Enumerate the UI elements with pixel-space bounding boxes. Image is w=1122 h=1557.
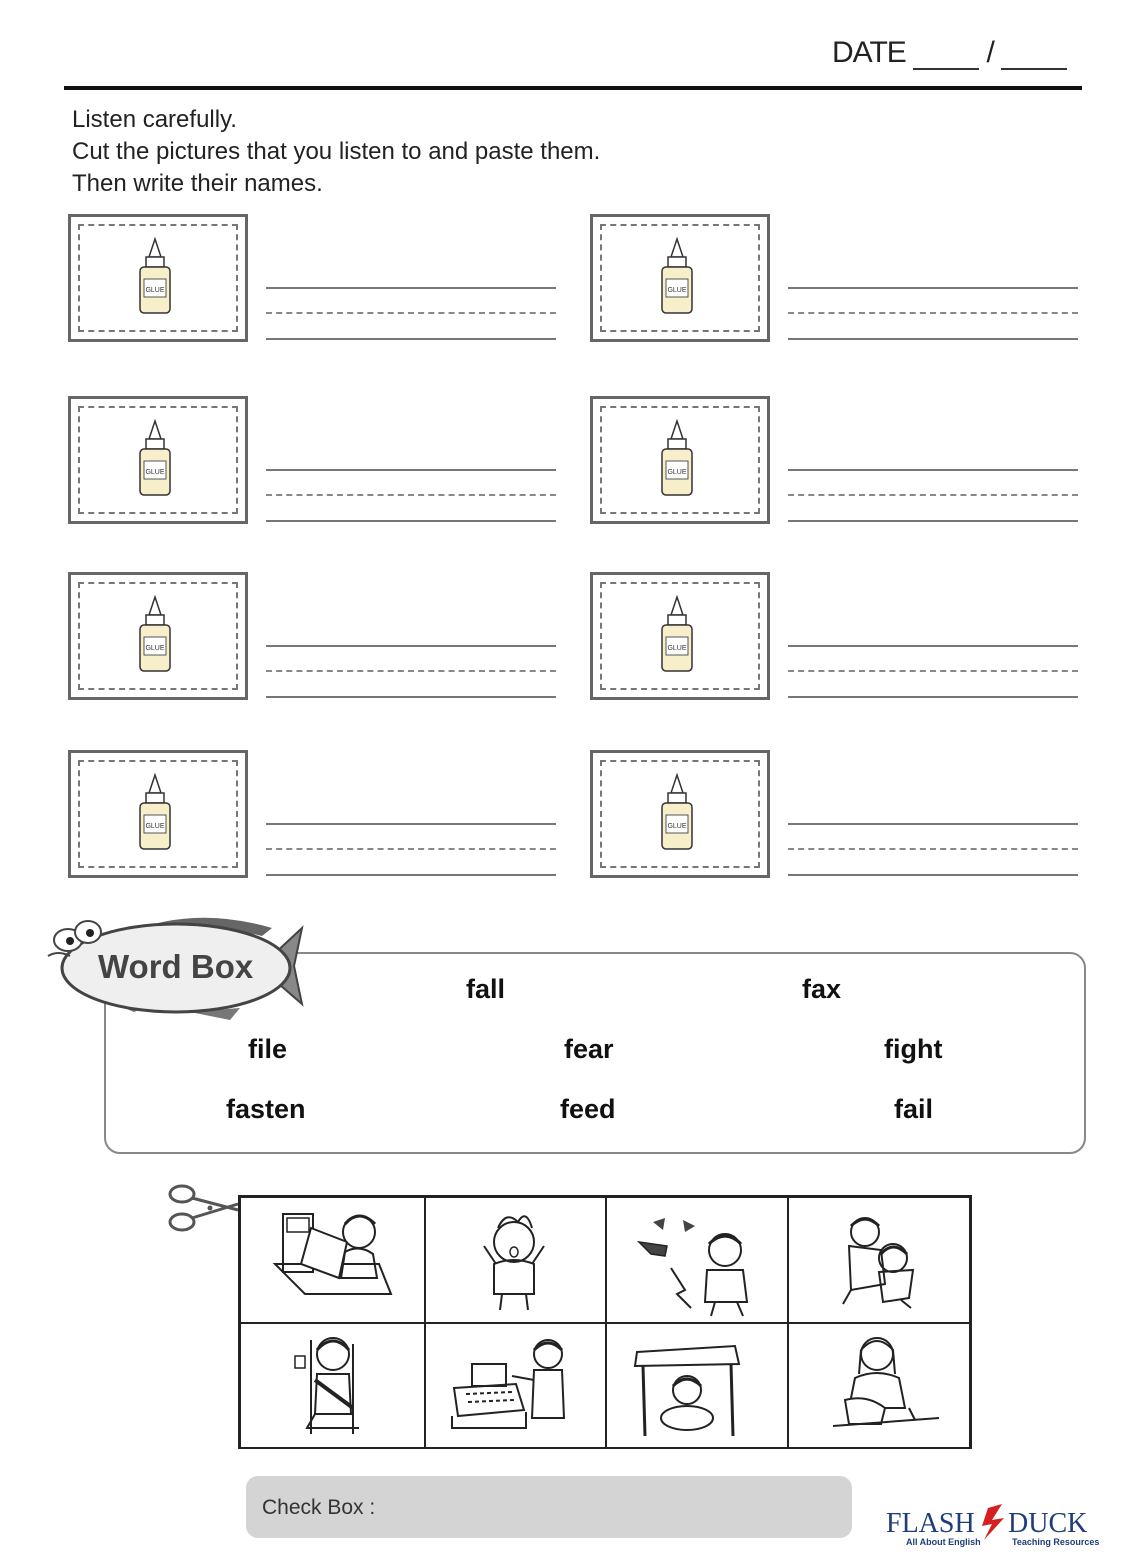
paste-box[interactable] — [590, 750, 770, 878]
word-fasten: fasten — [226, 1094, 306, 1124]
write-line[interactable] — [266, 312, 556, 314]
cutout-cell-filing[interactable] — [240, 1197, 425, 1323]
glue-icon — [135, 773, 175, 853]
write-line[interactable] — [788, 645, 1078, 647]
write-line[interactable] — [788, 287, 1078, 289]
write-line[interactable] — [266, 520, 556, 522]
write-line[interactable] — [266, 874, 556, 876]
cutout-cell-fear[interactable] — [425, 1197, 606, 1323]
write-line[interactable] — [788, 848, 1078, 850]
instruction-line: Listen carefully. — [72, 106, 237, 133]
write-line[interactable] — [788, 494, 1078, 496]
paste-box[interactable] — [590, 214, 770, 342]
write-line[interactable] — [266, 848, 556, 850]
svg-text:GLUE: GLUE — [145, 287, 165, 294]
glue-icon — [135, 595, 175, 675]
cutout-cell-fasten[interactable] — [240, 1323, 425, 1449]
write-line[interactable] — [266, 696, 556, 698]
write-line[interactable] — [788, 338, 1078, 340]
write-line[interactable] — [266, 670, 556, 672]
write-line[interactable] — [788, 696, 1078, 698]
word-feed: feed — [560, 1094, 616, 1124]
header-rule — [64, 86, 1082, 90]
write-line[interactable] — [266, 469, 556, 471]
flashduck-logo — [884, 1500, 1116, 1548]
word-fall: fall — [466, 974, 506, 1004]
cutout-cell-fax[interactable] — [425, 1323, 606, 1449]
logo-tag-right: Teaching Resources — [1012, 1537, 1100, 1547]
cutout-cell-fall[interactable] — [606, 1197, 788, 1323]
scissors-icon — [166, 1182, 242, 1236]
paste-box[interactable] — [590, 572, 770, 700]
date-month-blank[interactable] — [913, 42, 979, 70]
paste-box[interactable] — [68, 214, 248, 342]
paste-box[interactable] — [68, 396, 248, 524]
glue-icon — [657, 419, 697, 499]
write-line[interactable] — [266, 287, 556, 289]
word-file: file — [248, 1034, 288, 1064]
paste-box[interactable] — [590, 396, 770, 524]
word-fail: fail — [894, 1094, 934, 1124]
instructions — [72, 104, 600, 200]
date-label: DATE — [832, 36, 906, 69]
word-fear: fear — [564, 1034, 614, 1064]
write-line[interactable] — [788, 520, 1078, 522]
write-line[interactable] — [266, 823, 556, 825]
write-line[interactable] — [266, 494, 556, 496]
cutout-cell-feed[interactable] — [788, 1323, 970, 1449]
paste-box[interactable] — [68, 750, 248, 878]
logo-brand-left: FLASH — [886, 1508, 975, 1539]
instruction-line: Then write their names. — [72, 170, 323, 197]
svg-text:GLUE: GLUE — [145, 645, 165, 652]
glue-icon — [657, 595, 697, 675]
cutout-cell-hide[interactable] — [606, 1323, 788, 1449]
write-line[interactable] — [788, 312, 1078, 314]
svg-text:GLUE: GLUE — [667, 287, 687, 294]
write-line[interactable] — [788, 823, 1078, 825]
svg-text:GLUE: GLUE — [667, 823, 687, 830]
check-box[interactable] — [246, 1476, 852, 1538]
svg-text:GLUE: GLUE — [667, 469, 687, 476]
cutout-cell-fight[interactable] — [788, 1197, 970, 1323]
logo-brand-right: DUCK — [1008, 1508, 1088, 1539]
word-box-title: Word Box — [98, 948, 254, 985]
glue-icon — [657, 773, 697, 853]
paste-box[interactable] — [68, 572, 248, 700]
word-fight: fight — [884, 1034, 943, 1064]
glue-icon — [135, 419, 175, 499]
svg-text:GLUE: GLUE — [667, 645, 687, 652]
date-separator: / — [986, 36, 994, 69]
write-line[interactable] — [788, 874, 1078, 876]
glue-icon — [135, 237, 175, 317]
write-line[interactable] — [788, 670, 1078, 672]
check-box-label: Check Box : — [262, 1496, 376, 1519]
date-day-blank[interactable] — [1001, 42, 1067, 70]
write-line[interactable] — [788, 469, 1078, 471]
write-line[interactable] — [266, 338, 556, 340]
instruction-line: Cut the pictures that you listen to and paste them. — [72, 138, 601, 165]
write-line[interactable] — [266, 645, 556, 647]
glue-icon — [657, 237, 697, 317]
date-field — [832, 36, 1067, 70]
cutout-grid — [238, 1195, 972, 1449]
svg-text:GLUE: GLUE — [145, 469, 165, 476]
logo-tag-left: All About English — [906, 1537, 981, 1547]
word-fax: fax — [802, 974, 842, 1004]
svg-text:GLUE: GLUE — [145, 823, 165, 830]
lightning-icon — [982, 1504, 1004, 1540]
